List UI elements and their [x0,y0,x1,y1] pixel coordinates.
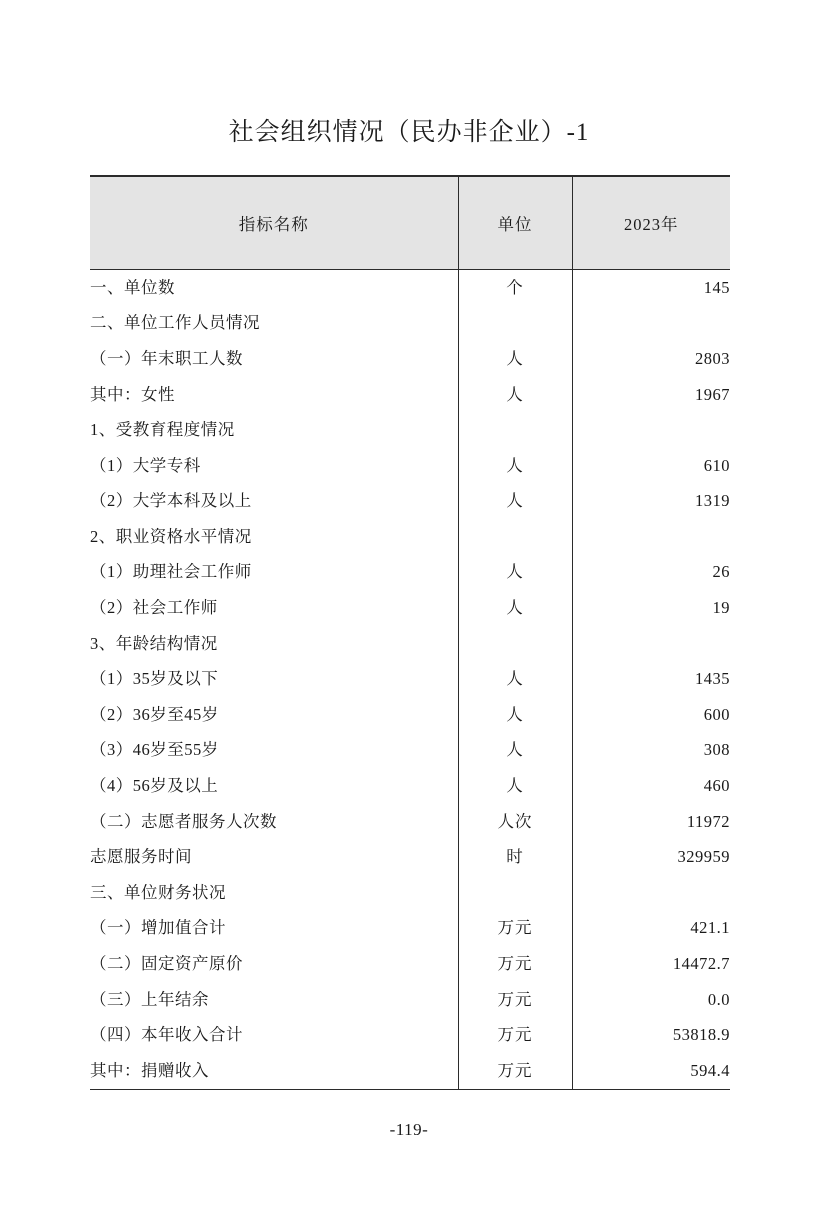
row-value: 14472.7 [572,946,730,982]
row-indicator-name: 1、受教育程度情况 [90,420,235,440]
row-value [572,306,730,342]
row-indicator-name: （2）大学本科及以上 [90,491,252,511]
row-indicator-name: （一）增加值合计 [90,918,226,938]
table-row [90,662,730,698]
table-header-row [90,176,730,270]
table-row [90,1017,730,1053]
row-indicator-name: 其中：女性 [90,384,175,404]
row-indicator-name: （1）35岁及以下 [90,669,219,689]
column-header-year: 2023年 [572,176,730,270]
table-body [90,270,730,1090]
row-unit: 人 [458,484,572,520]
row-indicator-name: 3、年龄结构情况 [90,633,218,653]
row-value: 610 [572,448,730,484]
row-unit: 个 [458,270,572,306]
row-value [572,519,730,555]
row-value: 2803 [572,341,730,377]
table-row [90,804,730,840]
row-value: 329959 [572,840,730,876]
row-indicator-name: 其中：捐赠收入 [90,1053,458,1089]
table-row [90,626,730,662]
row-unit: 人 [458,662,572,698]
row-indicator-name: （2）36岁至45岁 [90,704,219,724]
row-unit [458,875,572,911]
table-row [90,448,730,484]
table-row [90,341,730,377]
row-value: 0.0 [572,982,730,1018]
row-unit: 人 [458,733,572,769]
page-number-footer: -119- [389,1120,429,1139]
row-value [572,626,730,662]
table-row [90,270,730,306]
row-value: 53818.9 [572,1017,730,1053]
row-value: 1319 [572,484,730,520]
row-value: 11972 [572,804,730,840]
table-row [90,875,730,911]
table-row [90,1053,730,1089]
row-unit: 万元 [458,911,572,947]
row-unit: 人 [458,590,572,626]
table-row [90,982,730,1018]
row-unit: 人 [458,448,572,484]
table-row [90,590,730,626]
table-row [90,519,730,555]
row-unit: 万元 [458,982,572,1018]
row-indicator-name: （二）志愿者服务人次数 [90,811,277,831]
row-indicator-name: （一）年末职工人数 [90,348,243,368]
row-unit: 万元 [458,1017,572,1053]
table-row [90,697,730,733]
row-indicator-name: 二、单位工作人员情况 [90,313,260,333]
table-row [90,377,730,413]
row-unit: 人 [458,768,572,804]
row-indicator-name: 2、职业资格水平情况 [90,526,252,546]
row-unit [458,519,572,555]
row-unit: 万元 [458,1053,572,1089]
table-row [90,733,730,769]
table-row [90,946,730,982]
row-unit [458,306,572,342]
column-header-unit: 单位 [458,176,572,270]
page-title: 社会组织情况（民办非企业）-1 [228,119,590,146]
table-row [90,768,730,804]
row-value: 1967 [572,377,730,413]
row-indicator-name: 志愿服务时间 [90,847,192,867]
row-unit: 人 [458,697,572,733]
row-value [572,875,730,911]
row-indicator-name: （1）助理社会工作师 [90,562,252,582]
row-value [572,412,730,448]
row-indicator-name: （4）56岁及以上 [90,776,219,796]
table-row [90,484,730,520]
row-indicator-name: 一、单位数 [90,277,175,297]
row-unit: 时 [458,840,572,876]
table-row [90,306,730,342]
row-indicator-name: （1）大学专科 [90,455,201,475]
row-value: 600 [572,697,730,733]
row-value: 594.4 [572,1053,730,1089]
row-value: 26 [572,555,730,591]
row-unit [458,626,572,662]
table-row [90,911,730,947]
statistics-table [90,175,730,1090]
table-row [90,840,730,876]
row-unit: 万元 [458,946,572,982]
table-header [90,176,730,270]
row-value: 19 [572,590,730,626]
row-unit: 人 [458,555,572,591]
column-header-indicator-name: 指标名称 [90,176,458,270]
row-value: 1435 [572,662,730,698]
row-indicator-name: （2）社会工作师 [90,598,218,618]
row-unit: 人 [458,377,572,413]
table-row [90,412,730,448]
statistics-table-container [90,175,730,1090]
row-indicator-name: （二）固定资产原价 [90,954,243,973]
row-value: 145 [572,270,730,306]
row-unit: 人 [458,341,572,377]
table-row [90,555,730,591]
row-indicator-name: （四）本年收入合计 [90,1025,243,1045]
row-unit: 人次 [458,804,572,840]
row-value: 460 [572,768,730,804]
row-value: 308 [572,733,730,769]
row-indicator-name: 三、单位财务状况 [90,882,226,902]
row-unit [458,412,572,448]
row-indicator-name: （三）上年结余 [90,989,209,1009]
row-value: 421.1 [572,911,730,947]
row-indicator-name: （3）46岁至55岁 [90,740,219,760]
